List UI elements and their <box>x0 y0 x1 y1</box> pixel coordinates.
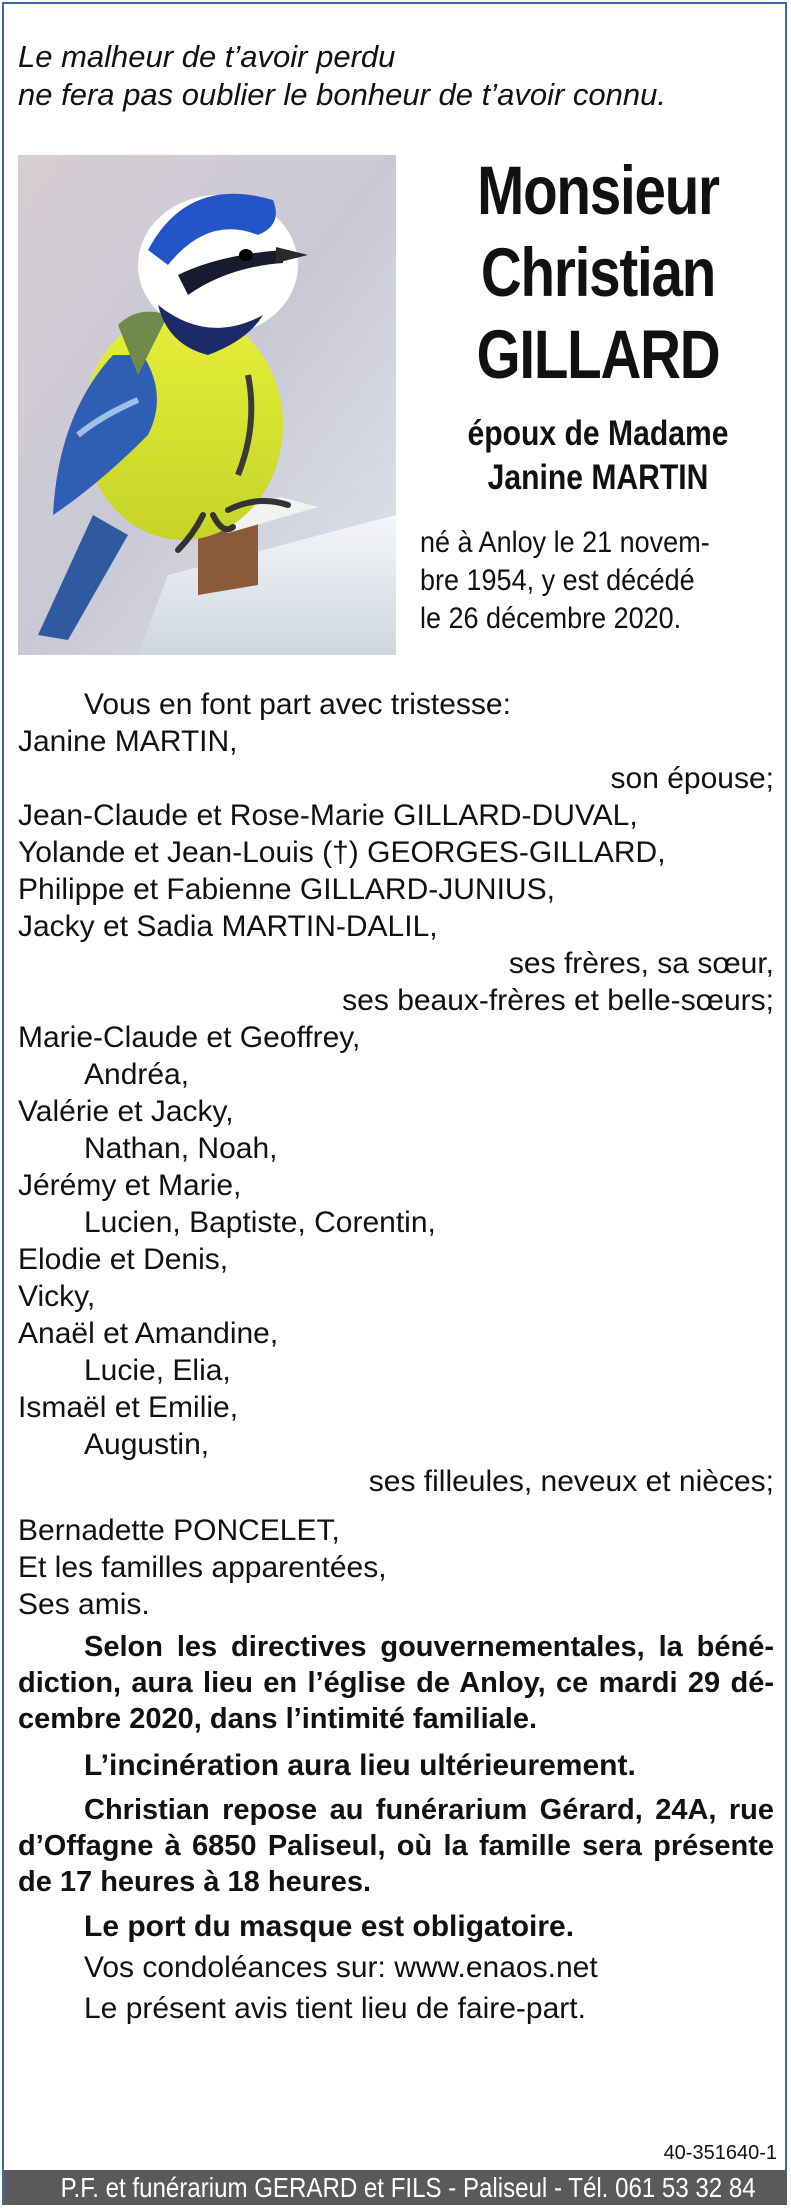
spouse-line: Janine MARTIN <box>487 458 709 497</box>
sibling-line: Philippe et Fabienne GILLARD-JUNIUS, <box>18 873 555 906</box>
siblings-role: ses frères, sa sœur, <box>508 947 774 980</box>
footer-text: P.F. et funérarium GERARD et FILS - Paliseul - Tél. 061 53 32 84 <box>60 2172 756 2203</box>
sibling-line: Jacky et Sadia MARTIN-DALIL, <box>18 910 438 943</box>
incineration-text: L’incinération aura lieu ultérieurement. <box>84 1749 636 1782</box>
godchild-line: Andréa, <box>84 1058 190 1091</box>
rest-paragraph <box>18 1792 774 1900</box>
sibling-line: Jean-Claude et Rose-Marie GILLARD-DUVAL, <box>18 799 638 832</box>
spouse-line: époux de Madame <box>467 414 729 453</box>
birth-line: le 26 décembre 2020. <box>420 602 682 635</box>
rest-text: Christian repose au funérarium Gérard, 24A, rue d’Offagne à 6850 Paliseul, où la famille sera présente de 17 heures à 18 heures. <box>18 1794 774 1898</box>
funeral-home-footer <box>4 2170 787 2205</box>
godchild-line: Lucie, Elia, <box>84 1354 231 1387</box>
deceased-name <box>452 150 744 396</box>
godchild-line: Augustin, <box>84 1428 210 1461</box>
epitaph <box>18 38 778 114</box>
wife-name: Janine MARTIN, <box>18 725 238 758</box>
condolences-text: Vos condoléances sur: www.enaos.net <box>84 1951 598 1984</box>
godchild-line: Jérémy et Marie, <box>18 1169 242 1202</box>
spouse-info <box>445 412 751 500</box>
ceremony-paragraph <box>18 1629 774 1737</box>
notice-body <box>18 686 774 2027</box>
sibling-line: Yolande et Jean-Louis (†) GEORGES-GILLARD, <box>18 836 666 869</box>
mask-text: Le port du masque est obligatoire. <box>84 1910 575 1943</box>
intro-text: Vous en font part avec tristesse: <box>84 688 511 721</box>
epitaph-line: Le malheur de t’avoir perdu <box>18 39 396 74</box>
first-name: Christian <box>480 234 716 311</box>
reference-number: 40-351640-1 <box>663 2142 777 2164</box>
godchild-line: Nathan, Noah, <box>84 1132 278 1165</box>
bird-illustration <box>18 155 396 655</box>
godchildren-role: ses filleules, neveux et nièces; <box>368 1465 774 1498</box>
epitaph-line: ne fera pas oublier le bonheur de t’avoir connu. <box>18 77 666 112</box>
siblings-role: ses beaux-frères et belle-sœurs; <box>342 984 774 1017</box>
godchild-line: Valérie et Jacky, <box>18 1095 234 1128</box>
wife-role: son épouse; <box>610 762 774 795</box>
ceremony-text: Selon les directives gouvernementales, la béné-diction, aura lieu en l’église de Anloy, ce mardi 29 dé-cembre 2020, dans l’intimité familiale. <box>18 1631 774 1735</box>
others-line: Et les familles apparentées, <box>18 1551 387 1584</box>
godchild-line: Ismaël et Emilie, <box>18 1391 239 1424</box>
others-line: Bernadette PONCELET, <box>18 1514 340 1547</box>
godchild-line: Vicky, <box>18 1280 96 1313</box>
godchild-line: Lucien, Baptiste, Corentin, <box>84 1206 436 1239</box>
name-title: Monsieur <box>477 152 719 229</box>
godchild-line: Elodie et Denis, <box>18 1243 229 1276</box>
birth-line: né à Anloy le 21 novem- <box>420 526 710 559</box>
godchild-line: Anaël et Amandine, <box>18 1317 279 1350</box>
last-name: GILLARD <box>476 316 720 393</box>
others-line: Ses amis. <box>18 1588 150 1621</box>
birth-death-info <box>420 524 740 638</box>
blue-tit-bird-photo <box>18 155 396 655</box>
notice-text: Le présent avis tient lieu de faire-part. <box>84 1992 586 2025</box>
birth-line: bre 1954, y est décédé <box>420 564 695 597</box>
godchild-line: Marie-Claude et Geoffrey, <box>18 1021 361 1054</box>
